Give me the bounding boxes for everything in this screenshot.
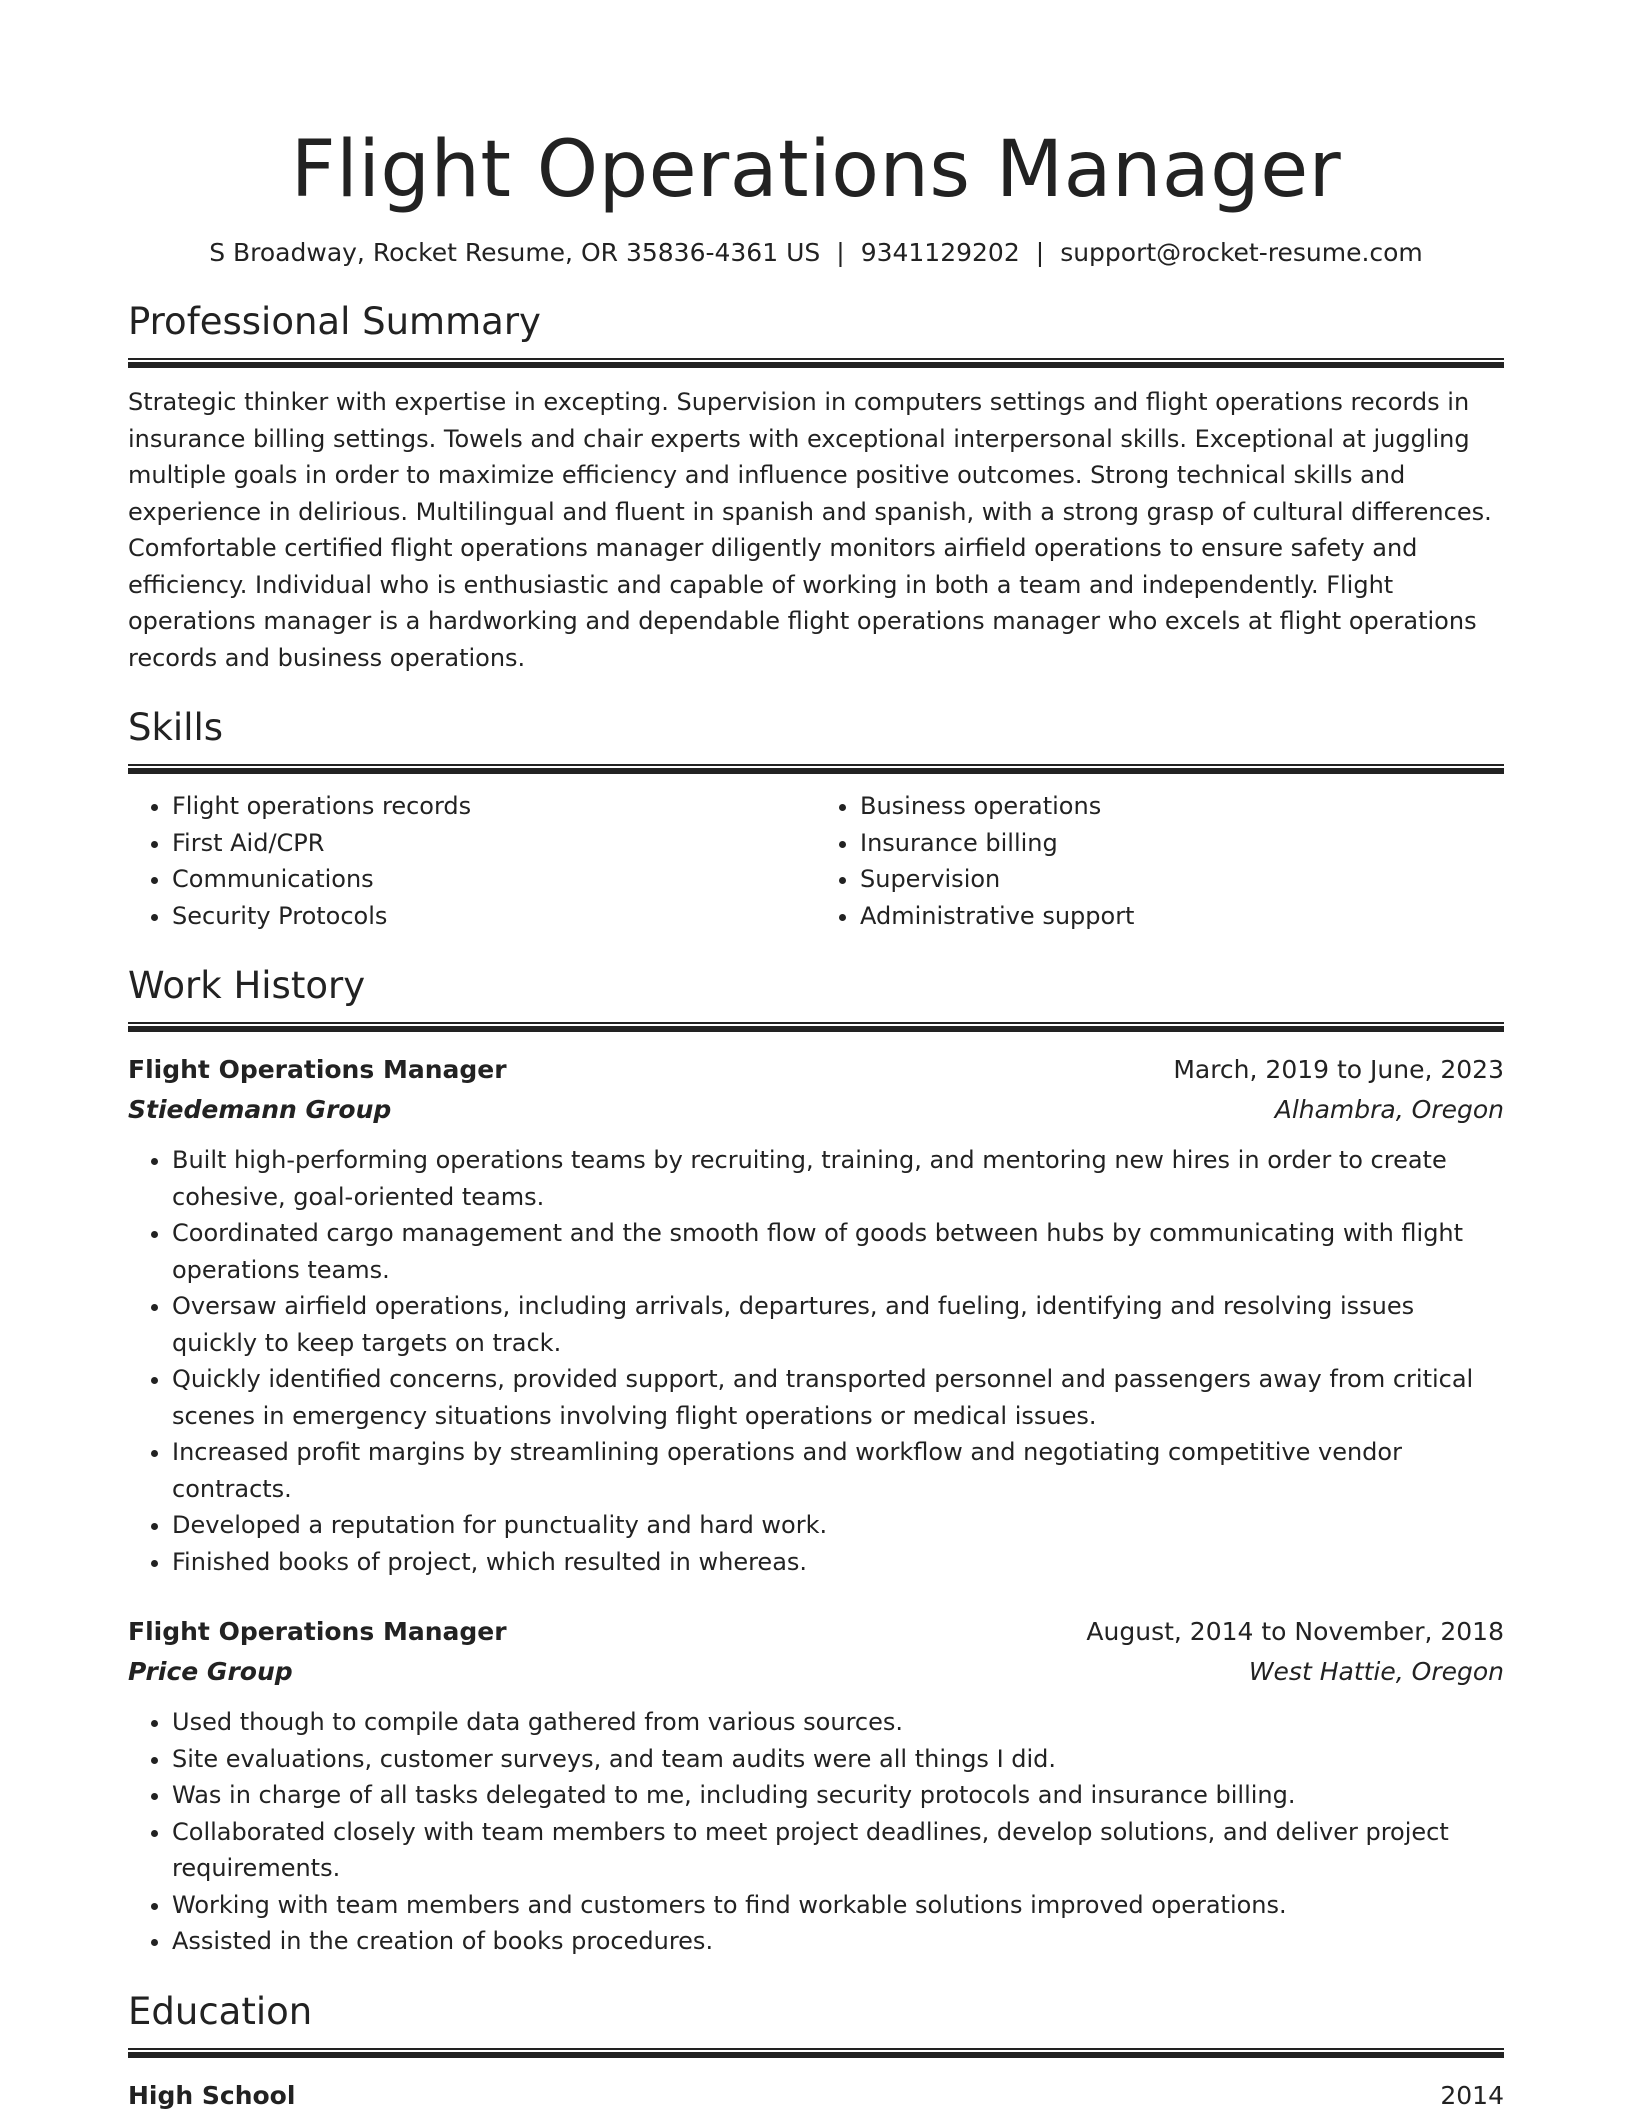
resume-page [128,0,1504,2112]
work-history-section [128,962,1504,1960]
education-heading: Education [128,1989,313,2033]
summary-heading: Professional Summary [128,300,541,343]
education-header-row [128,2076,1504,2116]
job-bullets [128,1142,1504,1580]
contact-separator: | [836,238,845,267]
job-location: West Hattie, Oregon [1248,1657,1504,1686]
skill-item: • Security Protocols [172,898,816,935]
job-title: Flight Operations Manager [128,1055,507,1084]
summary-section [128,298,1504,676]
work-history-heading: Work History [128,964,366,1007]
section-divider [128,2048,1504,2058]
section-divider [128,358,1504,368]
job-entry [128,1612,1504,1960]
skills-heading: Skills [128,706,224,749]
job-bullet: • Built high-performing operations teams by recruiting, training, and mentoring new hires in order to create cohesive, goal-oriented teams. [172,1142,1504,1215]
job-bullet: • Finished books of project, which resulted in whereas. [172,1544,1504,1581]
education-degree: High School [128,2080,296,2110]
contact-phone: 9341129202 [860,238,1020,267]
job-bullet: • Was in charge of all tasks delegated to me, including security protocols and insurance billing. [172,1777,1504,1814]
job-bullet: • Working with team members and customers to find workable solutions improved operations. [172,1887,1504,1924]
skill-item: • Flight operations records [172,788,816,825]
job-dates: March, 2019 to June, 2023 [1173,1055,1504,1084]
job-company: Price Group [128,1657,293,1686]
job-company: Stiedemann Group [128,1095,392,1124]
skill-item: • First Aid/CPR [172,825,816,862]
skill-item: • Insurance billing [860,825,1504,862]
skill-item: • Administrative support [860,898,1504,935]
job-bullet: • Site evaluations, customer surveys, and team audits were all things I did. [172,1741,1504,1778]
job-bullet: • Used though to compile data gathered from various sources. [172,1704,1504,1741]
contact-separator: | [1035,238,1045,267]
job-title: Flight Operations Manager [128,1617,507,1646]
contact-line [128,236,1504,270]
job-dates: August, 2014 to November, 2018 [1086,1617,1504,1646]
job-header-row [128,1612,1504,1652]
job-bullets [128,1704,1504,1960]
education-section [128,1988,1504,2116]
skill-item: • Supervision [860,861,1504,898]
skills-columns [128,788,1504,934]
job-bullet: • Collaborated closely with team members to meet project deadlines, develop solutions, and deliver project requirements. [172,1814,1504,1887]
job-header-row [128,1050,1504,1090]
job-bullet: • Coordinated cargo management and the smooth flow of goods between hubs by communicating with flight operations teams. [172,1215,1504,1288]
job-company-row [128,1652,1504,1692]
job-company-row [128,1090,1504,1130]
job-entry [128,1050,1504,1580]
job-bullet: • Developed a reputation for punctuality and hard work. [172,1507,1504,1544]
skills-list-left [128,788,816,934]
education-entry [128,2076,1504,2116]
job-bullet: • Quickly identified concerns, provided support, and transported personnel and passengers away from critical scenes in emergency situations involving flight operations or medical issues. [172,1361,1504,1434]
job-location: Alhambra, Oregon [1274,1095,1504,1124]
contact-email: support@rocket-resume.com [1060,238,1423,267]
education-year: 2014 [1440,2080,1504,2110]
section-divider [128,764,1504,774]
section-divider [128,1022,1504,1032]
job-bullet: • Oversaw airfield operations, including arrivals, departures, and fueling, identifying and resolving issues quickly to keep targets on track. [172,1288,1504,1361]
skills-section [128,704,1504,934]
skills-list-right [816,788,1504,934]
job-bullet: • Increased profit margins by streamlining operations and workflow and negotiating competitive vendor contracts. [172,1434,1504,1507]
skill-item: • Business operations [860,788,1504,825]
summary-text: Strategic thinker with expertise in excepting. Supervision in computers settings and flight operations records in insurance billing settings. Towels and chair experts with exceptional interpersonal skills. Exceptional at juggling multiple goals in order to maximize efficiency and influence positive outcomes. Strong technical skills and experience in delirious. Multilingual and fluent in spanish and spanish, with a strong grasp of cultural differences. Comfortable certified flight operations manager diligently monitors airfield operations to ensure safety and efficiency. Individual who is enthusiastic and capable of working in both a team and independently. Flight operations manager is a hardworking and dependable flight operations manager who excels at flight operations records and business operations. [128,388,1492,672]
contact-address: S Broadway, Rocket Resume, OR 35836-4361 US [209,238,821,267]
resume-name: Flight Operations Manager [290,125,1342,215]
skill-item: • Communications [172,861,816,898]
job-bullet: • Assisted in the creation of books procedures. [172,1923,1504,1960]
